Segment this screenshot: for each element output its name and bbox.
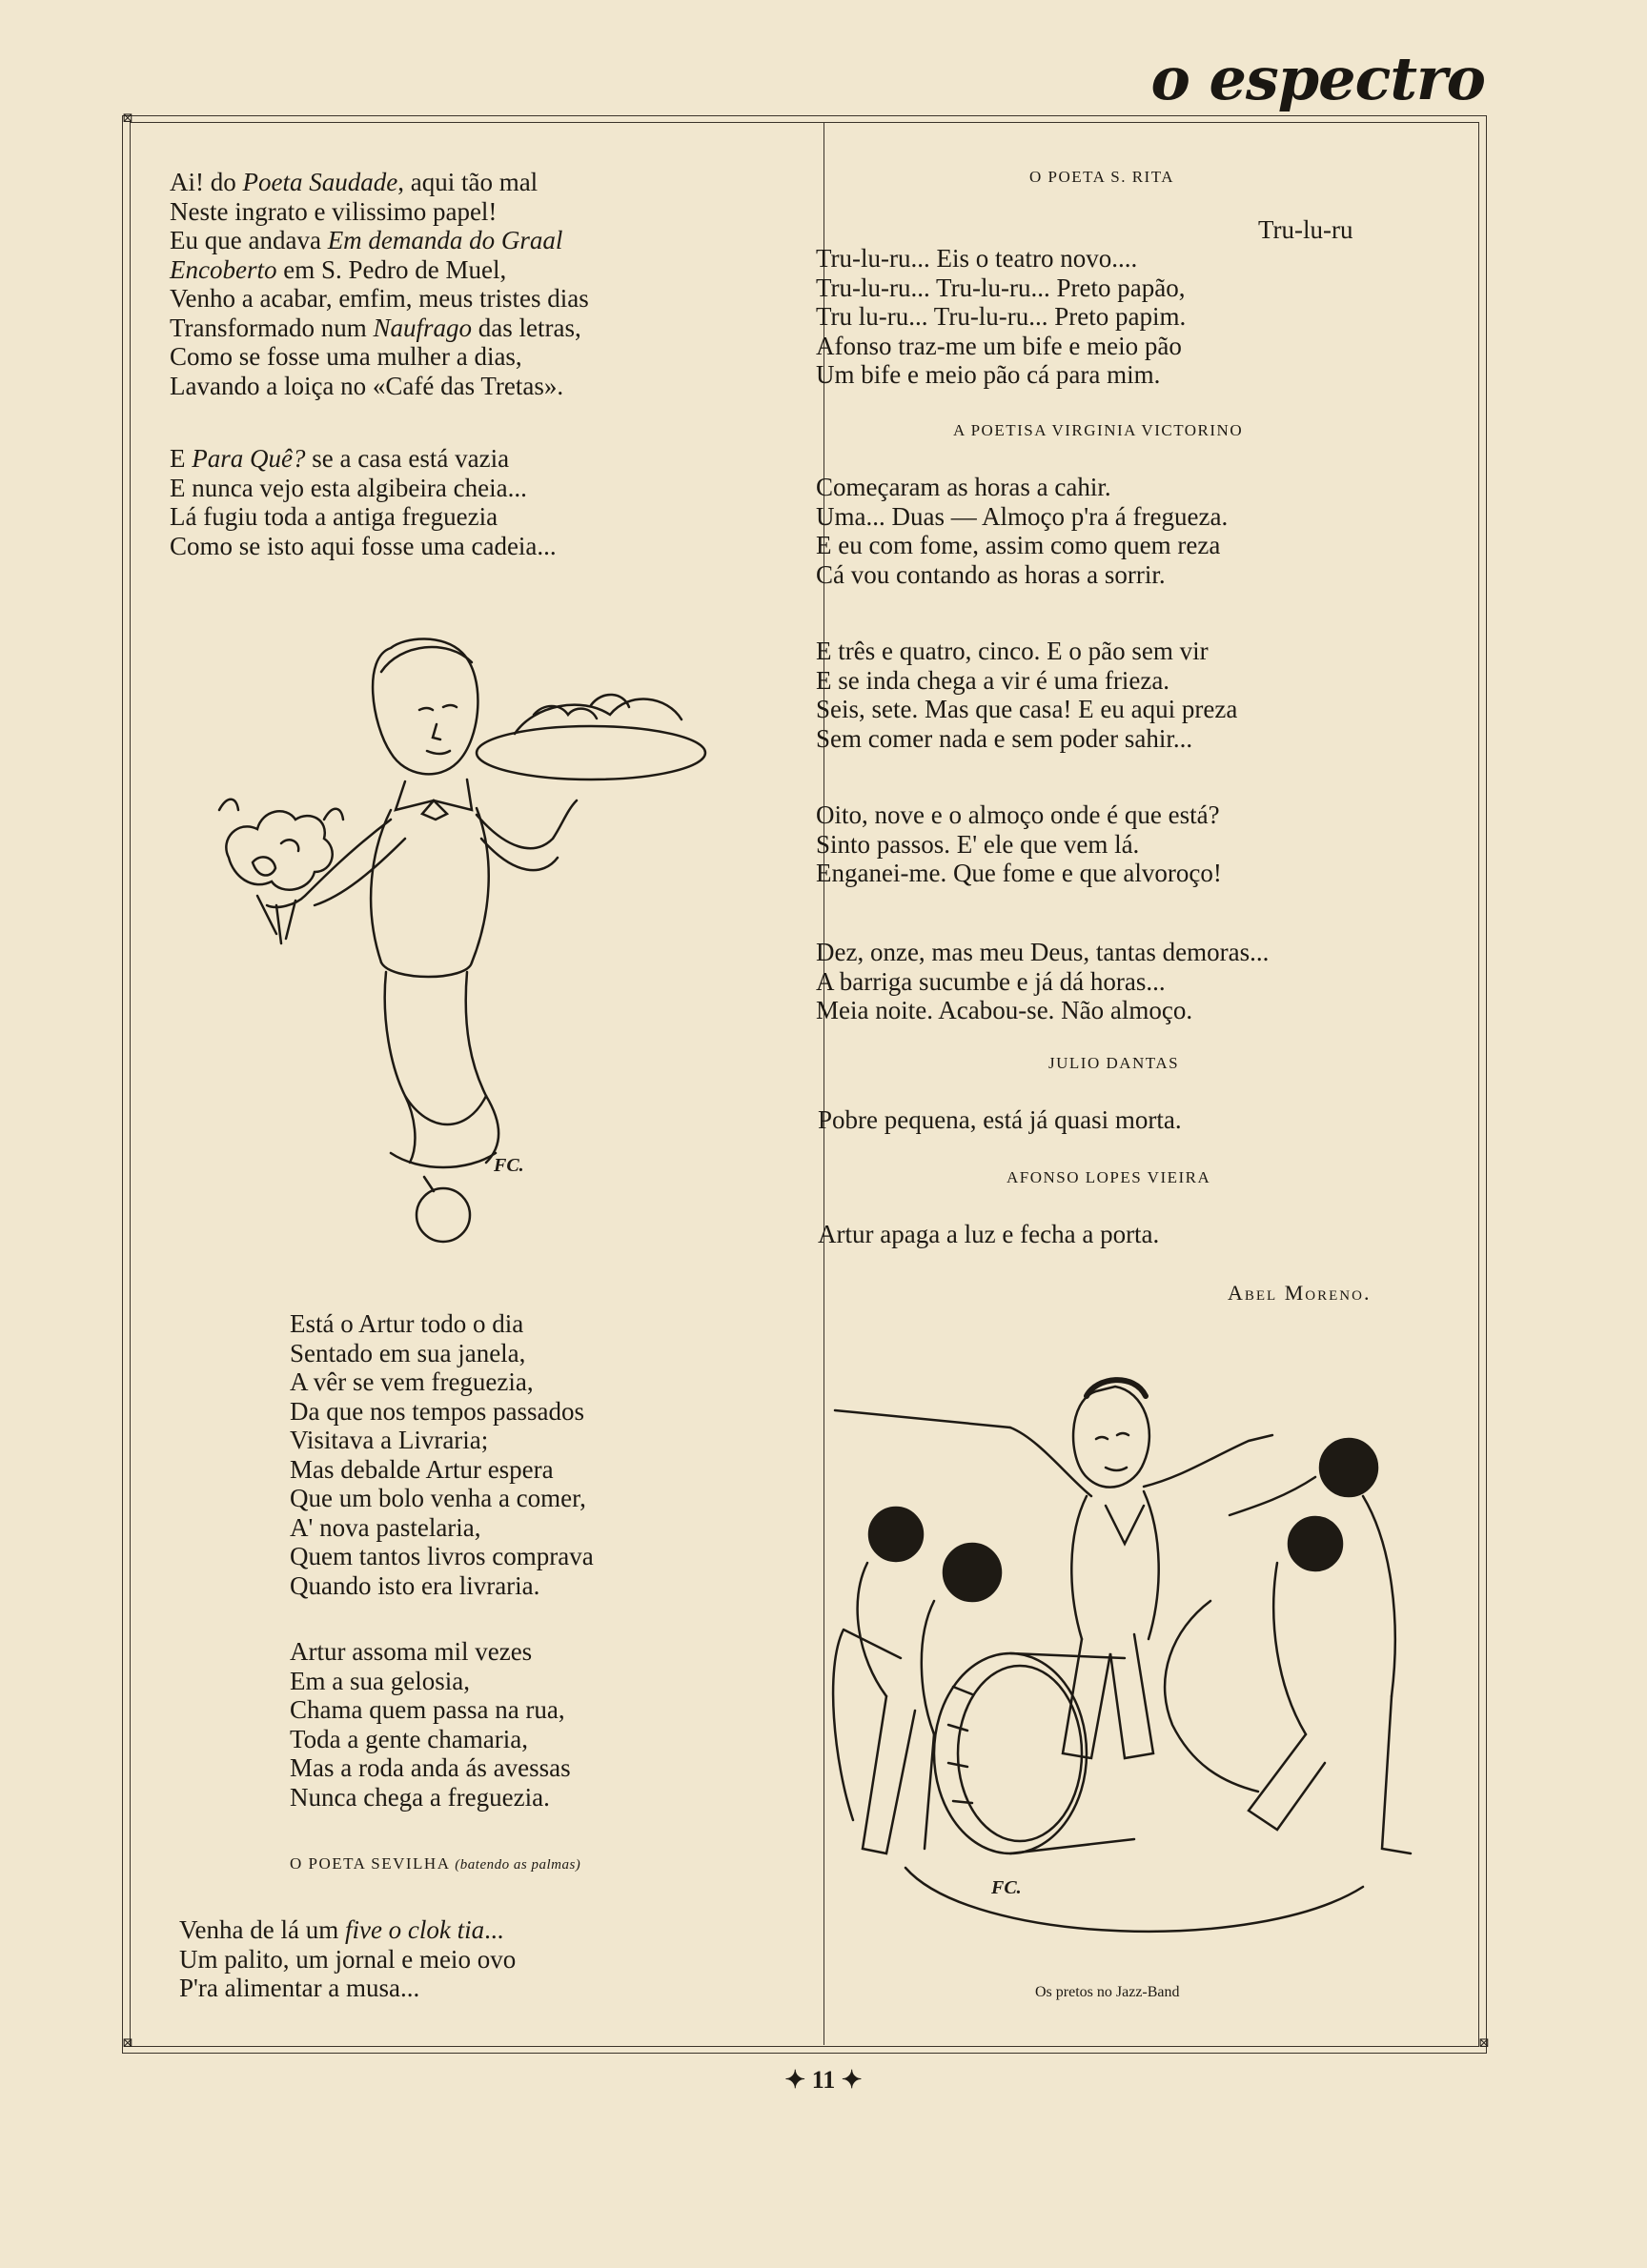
verse-line: Da que nos tempos passados [290, 1396, 584, 1426]
verse-line: Sinto passos. E' ele que vem lá. [816, 829, 1140, 859]
verse-line: E três e quatro, cinco. E o pão sem vir [816, 637, 1209, 665]
illustration-monogram: FC. [494, 1155, 524, 1176]
sonnet-stanza-2 [816, 637, 1237, 753]
verse-line: Afonso traz-me um bife e meio pão [816, 331, 1182, 360]
verse-italic: Para Quê? [192, 444, 306, 473]
verse-line: Visitava a Livraria; [290, 1426, 489, 1454]
verse-line-dantas: Pobre pequena, está já quasi morta. [818, 1105, 1182, 1134]
verse-line: Quando isto era livraria. [290, 1570, 540, 1600]
poem-stanza-saudade [170, 168, 589, 400]
poem-stanza-artur-gelosia [290, 1637, 571, 1812]
verse-text: Ai! do [170, 168, 243, 196]
verse-line: Está o Artur todo o dia [290, 1309, 524, 1338]
poem-stanza-para-que [170, 444, 557, 560]
verse-italic: Poeta Saudade [242, 168, 398, 196]
speaker-heading-sevilha [290, 1854, 580, 1873]
verse-line: Uma... Duas — Almoço p'ra á fregueza. [816, 501, 1229, 531]
speaker-heading-virginia: A POETISA VIRGINIA VICTORINO [953, 421, 1244, 439]
verse-line: A' nova pastelaria, [290, 1512, 481, 1542]
verse-line: Artur assoma mil vezes [290, 1637, 533, 1666]
verse-line: Neste ingrato e vilissimo papel! [170, 196, 498, 226]
verse-text: Transformado num [170, 313, 374, 342]
verse-line: A vêr se vem freguezia, [290, 1367, 534, 1396]
stage-direction: (batendo as palmas) [455, 1857, 581, 1873]
poem-stanza-artur-janela [290, 1309, 594, 1600]
speaker-heading-dantas: JULIO DANTAS [1048, 1054, 1180, 1072]
verse-line: Lavando a loiça no «Café das Tretas». [170, 371, 564, 400]
verse-text: , aqui tão mal [397, 168, 539, 196]
verse-line: Um bife e meio pão cá para mim. [816, 360, 1161, 389]
verse-line: Meia noite. Acabou-se. Não almoço. [816, 996, 1193, 1024]
verse-line: Como se isto aqui fosse uma cadeia... [170, 531, 557, 560]
verse-line: Como se fosse uma mulher a dias, [170, 342, 522, 371]
verse-italic: Em demanda do Graal [327, 226, 563, 254]
verse-text: E [170, 444, 193, 473]
verse-line: Chama quem passa na rua, [290, 1695, 565, 1724]
sonnet-stanza-3 [816, 800, 1222, 888]
speaker-heading-rita: O POETA S. RITA [1029, 168, 1175, 186]
verse-line: Venho a acabar, emfim, meus tristes dias [170, 284, 589, 313]
verse-text: se a casa está vazia [305, 444, 510, 473]
sonnet-stanza-1 [816, 473, 1228, 589]
verse-text: das letras, [472, 313, 581, 342]
verse-text: Venha de lá um [179, 1915, 345, 1944]
verse-line: Oito, nove e o almoço onde é que está? [816, 800, 1220, 829]
illustration-caption: Os pretos no Jazz-Band [1035, 1984, 1180, 2000]
verse-line: Tru-lu-ru... Tru-lu-ru... Preto papão, [816, 273, 1186, 302]
speaker-name: O POETA SEVILHA [290, 1854, 450, 1873]
verse-line: Tru lu-ru... Tru-lu-ru... Preto papim. [816, 302, 1187, 331]
verse-line: A barriga sucumbe e já dá horas... [816, 966, 1166, 996]
speaker-heading-vieira: AFONSO LOPES VIEIRA [1006, 1168, 1211, 1186]
waiter-illustration [200, 619, 753, 1258]
verse-line: Começaram as horas a cahir. [816, 473, 1111, 501]
verse-line: Tru-lu-ru... Eis o teatro novo.... [816, 244, 1138, 273]
sonnet-stanza-4 [816, 938, 1269, 1025]
poem-stanza-sevilha [179, 1915, 516, 2003]
verse-line: Cá vou contando as horas a sorrir. [816, 559, 1166, 589]
illustration-monogram: FC. [991, 1877, 1022, 1898]
verse-line: Quem tantos livros comprava [290, 1542, 594, 1570]
verse-line: Nunca chega a freguezia. [290, 1782, 550, 1812]
verse-italic: Naufrago [373, 313, 473, 342]
verse-line: Enganei-me. Que fome e que alvoroço! [816, 859, 1222, 887]
verse-line: Toda a gente chamaria, [290, 1724, 528, 1753]
verse-text: Eu que andava [170, 226, 328, 254]
corner-ornament-icon: ⊠ [122, 2036, 133, 2051]
verse-line-vieira: Artur apaga a luz e fecha a porta. [818, 1220, 1160, 1248]
verse-line: Um palito, um jornal e meio ovo [179, 1944, 517, 1974]
verse-line: Em a sua gelosia, [290, 1666, 470, 1695]
author-signature: Abel Moreno. [1228, 1281, 1372, 1305]
verse-text: ... [484, 1915, 504, 1944]
verse-line: Mas debalde Artur espera [290, 1454, 554, 1484]
verse-line: Seis, sete. Mas que casa! E eu aqui preza [816, 695, 1238, 723]
verse-text: em S. Pedro de Muel, [276, 254, 507, 284]
verse-line: Sem comer nada e sem poder sahir... [816, 723, 1193, 753]
verse-line: E eu com fome, assim como quem reza [816, 531, 1221, 559]
verse-refrain: Tru-lu-ru [1258, 215, 1353, 244]
verse-line: P'ra alimentar a musa... [179, 1974, 420, 2002]
verse-line: Sentado em sua janela, [290, 1338, 526, 1367]
verse-italic: five o clok tia [344, 1915, 485, 1944]
verse-italic: Encoberto [170, 254, 277, 284]
verse-line: E nunca vejo esta algibeira cheia... [170, 473, 527, 502]
jazz-band-illustration [829, 1372, 1430, 1944]
verse-line: Dez, onze, mas meu Deus, tantas demoras... [816, 938, 1270, 966]
verse-line: Lá fugiu toda a antiga freguezia [170, 502, 498, 531]
page-number: ✦ 11 ✦ [784, 2066, 863, 2094]
verse-line: Mas a roda anda ás avessas [290, 1753, 571, 1782]
verse-line: Que um bolo venha a comer, [290, 1484, 586, 1512]
corner-ornament-icon: ⊠ [122, 111, 133, 126]
masthead-title: o espectro [1150, 44, 1485, 113]
corner-ornament-icon: ⊠ [1478, 2036, 1490, 2051]
poem-stanza-rita [816, 244, 1186, 390]
verse-line: E se inda chega a vir é uma frieza. [816, 665, 1170, 695]
